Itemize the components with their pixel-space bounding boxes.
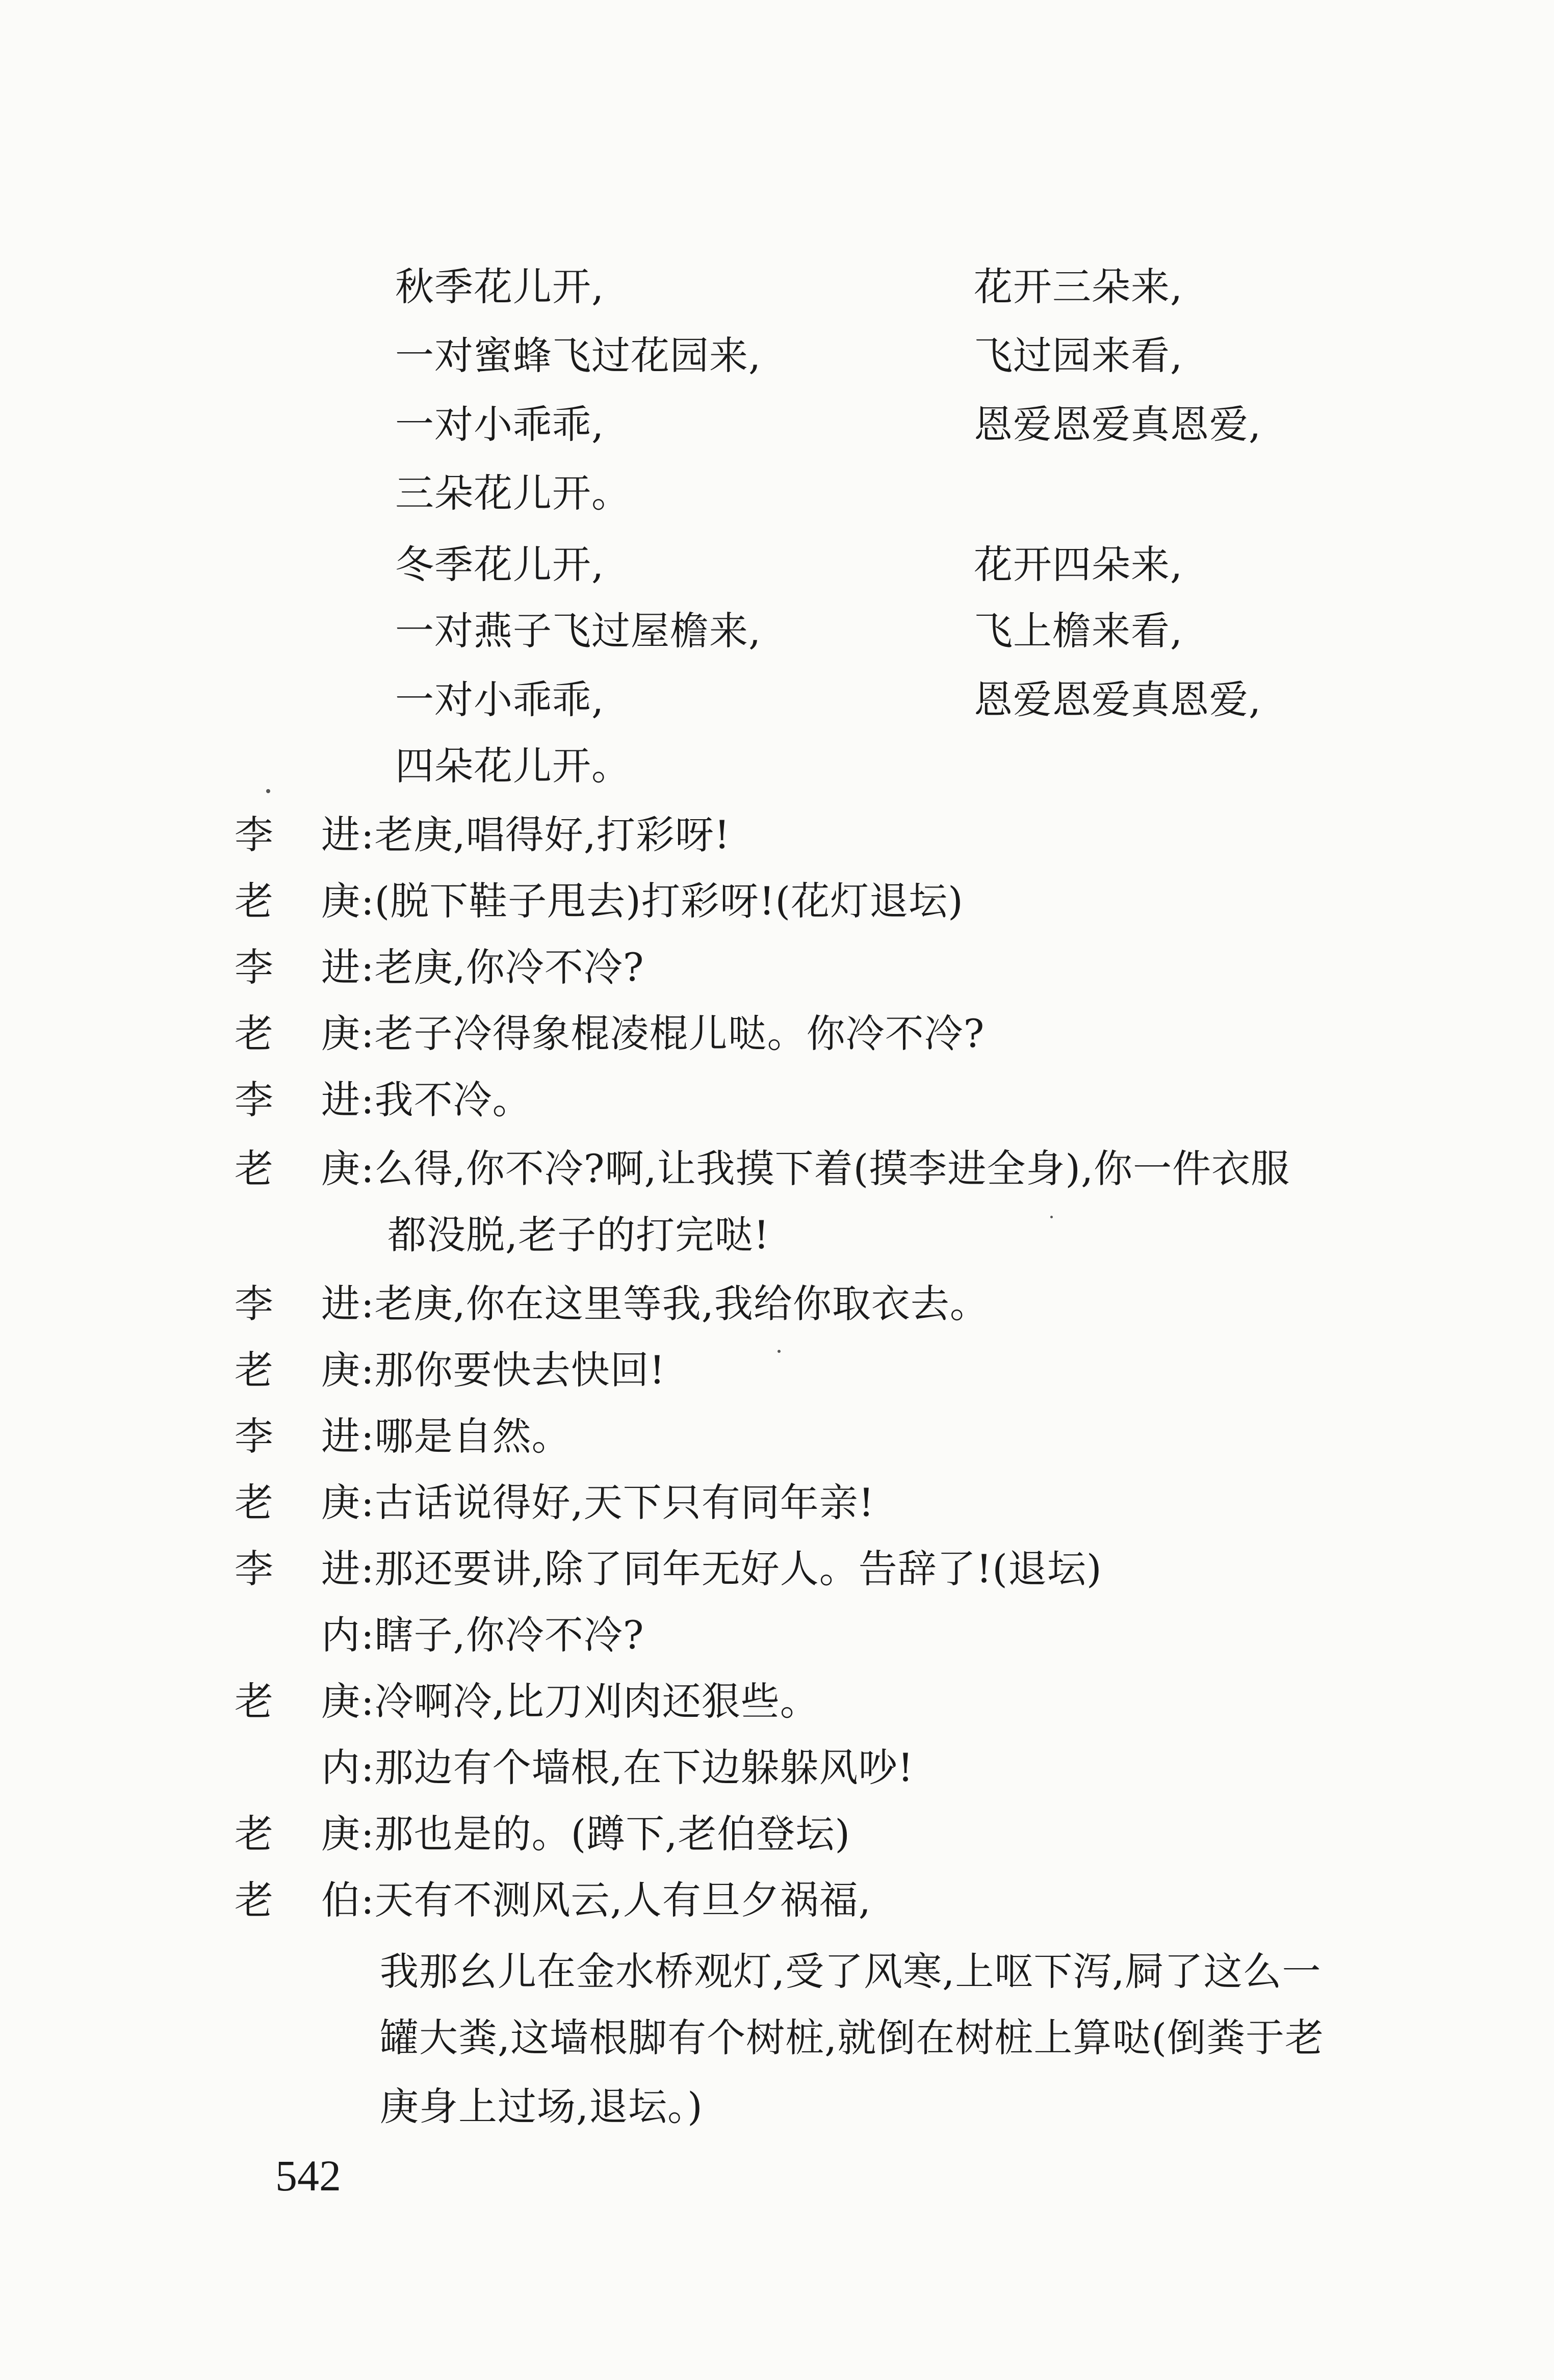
speaker-name-second-char: 内: [321, 1745, 360, 1790]
speaker-name-second-char: 庚: [321, 1679, 360, 1724]
speaker-name-first-char: 老: [235, 878, 273, 924]
speaker-name-first-char: 老: [235, 1877, 273, 1923]
speaker-name-second-char: 庚: [321, 1011, 360, 1056]
dialogue-line: :我不冷。: [361, 1077, 532, 1122]
dialogue-line: :那也是的。(蹲下,老伯登坛): [361, 1811, 851, 1856]
speaker-name-first-char: 老: [235, 1811, 273, 1856]
dialogue-line: :瞎子,你冷不冷?: [361, 1612, 644, 1658]
verse4-right-line-3: 恩爱恩爱真恩爱,: [974, 677, 1262, 722]
speaker-name-second-char: 伯: [321, 1877, 360, 1923]
speaker-name-first-char: 老: [235, 1347, 273, 1393]
speaker-name-second-char: 进: [321, 1077, 360, 1122]
speaker-name-first-char: 李: [235, 1414, 273, 1459]
scan-speck: [266, 789, 270, 793]
speaker-name-second-char: 进: [321, 1546, 360, 1591]
page-number: 542: [275, 2151, 341, 2200]
verse4-right-line-2: 飞上檐来看,: [974, 608, 1183, 653]
speaker-name-second-char: 庚: [321, 1146, 360, 1191]
speaker-name-second-char: 庚: [321, 1811, 360, 1856]
speaker-name-second-char: 进: [321, 945, 360, 990]
verse4-left-line-3: 一对小乖乖,: [395, 677, 605, 722]
verse4-left-line-1: 冬季花儿开,: [395, 542, 605, 587]
speaker-name-first-char: 老: [235, 1146, 273, 1191]
speaker-name-first-char: 李: [235, 1077, 273, 1122]
dialogue-line: :那边有个墙根,在下边躲躲风吵!: [361, 1745, 914, 1790]
verse3-left-line-3: 一对小乖乖,: [395, 402, 605, 447]
verse3-left-line-4: 三朵花儿开。: [395, 470, 631, 516]
verse3-right-line-2: 飞过园来看,: [974, 333, 1183, 378]
speech-continuation-line: 庚身上过场,退坛。): [380, 2084, 703, 2129]
scan-speck: [778, 1350, 781, 1353]
scan-speck: [1050, 1216, 1053, 1218]
verse3-right-line-3: 恩爱恩爱真恩爱,: [974, 402, 1262, 447]
speaker-name-first-char: 老: [235, 1011, 273, 1056]
speaker-name-second-char: 进: [321, 812, 360, 857]
dialogue-line: :(脱下鞋子甩去)打彩呀!(花灯退坛): [361, 878, 964, 924]
speech-continuation-line: 我那幺儿在金水桥观灯,受了风寒,上呕下泻,屙了这么一: [380, 1949, 1322, 1994]
speaker-name-second-char: 进: [321, 1414, 360, 1459]
speaker-name-second-char: 庚: [321, 878, 360, 924]
verse3-left-line-2: 一对蜜蜂飞过花园来,: [395, 333, 762, 378]
dialogue-line: :老庚,你在这里等我,我给你取衣去。: [361, 1281, 989, 1326]
speaker-name-second-char: 庚: [321, 1480, 360, 1525]
verse3-right-line-1: 花开三朵来,: [974, 264, 1183, 309]
dialogue-line: :老庚,你冷不冷?: [361, 945, 644, 990]
speaker-name-first-char: 李: [235, 945, 273, 990]
speaker-name-first-char: 老: [235, 1679, 273, 1724]
speaker-name-second-char: 进: [321, 1281, 360, 1326]
speaker-name-first-char: 李: [235, 1281, 273, 1326]
dialogue-line: :天有不测风云,人有旦夕祸福,: [361, 1877, 871, 1923]
dialogue-line: :么得,你不冷?啊,让我摸下着(摸李进全身),你一件衣服: [361, 1146, 1290, 1191]
verse3-left-line-1: 秋季花儿开,: [395, 264, 605, 309]
speaker-name-first-char: 李: [235, 812, 273, 857]
dialogue-line: :那你要快去快回!: [361, 1347, 666, 1393]
speech-continuation-line: 罐大粪,这墙根脚有个树桩,就倒在树桩上算哒(倒粪于老: [380, 2015, 1324, 2060]
verse4-left-line-4: 四朵花儿开。: [395, 743, 631, 789]
speaker-name-second-char: 内: [321, 1612, 360, 1658]
dialogue-line: :老庚,唱得好,打彩呀!: [361, 812, 731, 857]
verse4-right-line-1: 花开四朵来,: [974, 542, 1183, 587]
dialogue-line: :老子冷得象棍凌棍儿哒。你冷不冷?: [361, 1011, 985, 1056]
dialogue-line: :冷啊冷,比刀刈肉还狠些。: [361, 1679, 819, 1724]
speaker-name-first-char: 老: [235, 1480, 273, 1525]
verse4-left-line-2: 一对燕子飞过屋檐来,: [395, 608, 762, 653]
dialogue-line-continuation: 都没脱,老子的打完哒!: [387, 1212, 770, 1258]
speaker-name-first-char: 李: [235, 1546, 273, 1591]
speaker-name-second-char: 庚: [321, 1347, 360, 1393]
dialogue-line: :那还要讲,除了同年无好人。告辞了!(退坛): [361, 1546, 1102, 1591]
dialogue-line: :哪是自然。: [361, 1414, 571, 1459]
dialogue-line: :古话说得好,天下只有同年亲!: [361, 1480, 875, 1525]
